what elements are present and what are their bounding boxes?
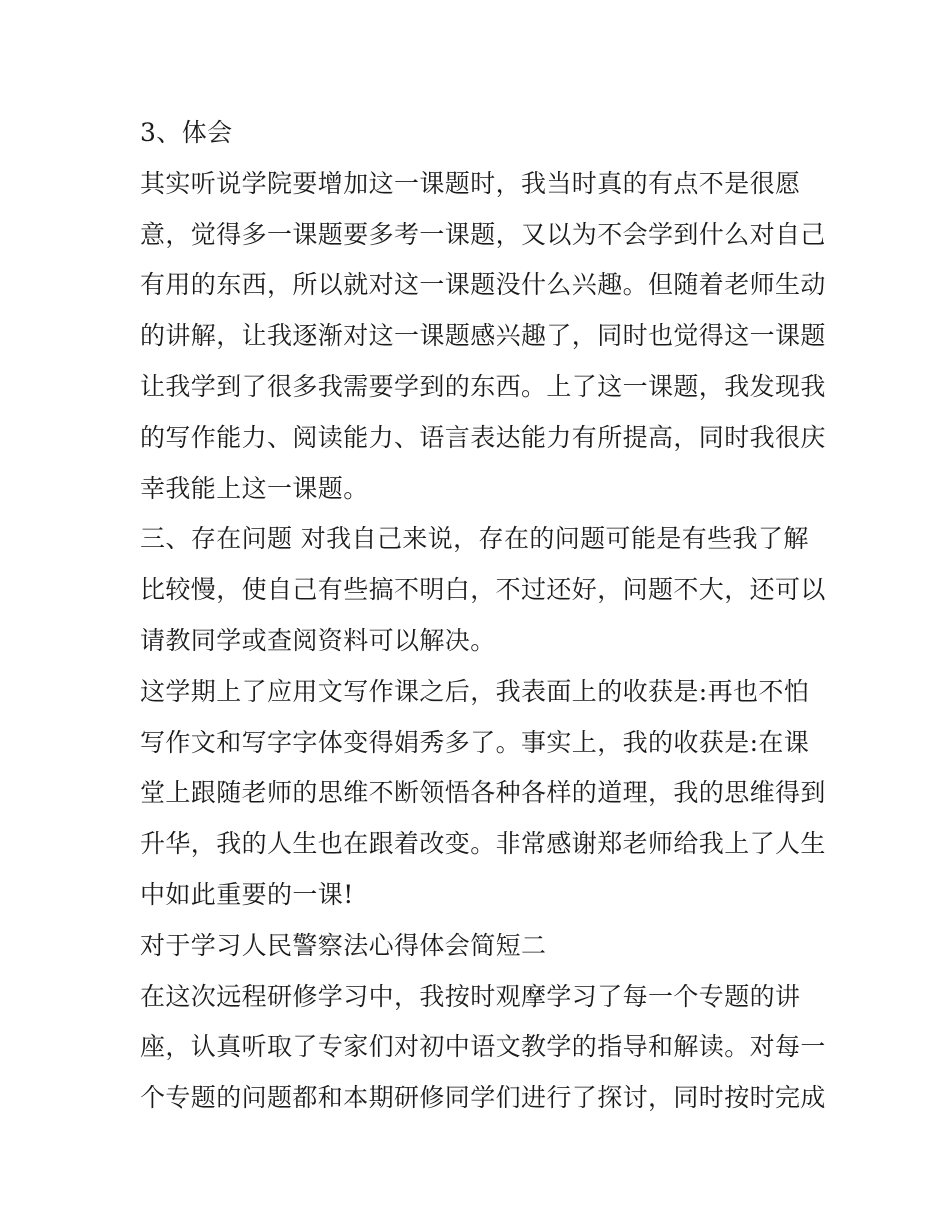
body-text-line: 幸我能上这一课题。 [140,473,369,503]
body-text-line: 升华，我的人生也在跟着改变。非常感谢郑老师给我上了人生 [140,829,826,859]
body-text-line: 座，认真听取了专家们对初中语文教学的指导和解读。对每一 [140,1032,826,1062]
body-text-line: 其实听说学院要增加这一课题时，我当时真的有点不是很愿 [140,168,801,198]
body-text-line: 让我学到了很多我需要学到的东西。上了这一课题，我发现我 [140,371,826,401]
article-title-two: 对于学习人民警察法心得体会简短二 [140,930,547,960]
body-text-line: 比较慢，使自己有些搞不明白，不过还好，问题不大，还可以 [140,575,826,605]
body-text-line: 意，觉得多一课题要多考一课题，又以为不会学到什么对自己 [140,219,826,249]
document-body [140,108,826,1124]
body-text-line: 的讲解，让我逐渐对这一课题感兴趣了，同时也觉得这一课题 [140,321,826,351]
body-text-line: 堂上跟随老师的思维不断领悟各种各样的道理，我的思维得到 [140,778,826,808]
body-text-line: 在这次远程研修学习中，我按时观摩学习了每一个专题的讲 [140,981,801,1011]
body-text-line: 请教同学或查阅资料可以解决。 [140,625,496,655]
body-text-line: 有用的东西，所以就对这一课题没什么兴趣。但随着老师生动 [140,270,826,300]
body-text-line: 中如此重要的一课! [140,879,354,909]
body-text-line: 个专题的问题都和本期研修同学们进行了探讨，同时按时完成 [140,1083,826,1113]
body-text-line: 这学期上了应用文写作课之后，我表面上的收获是:再也不怕 [140,676,810,706]
section-heading-problems: 三、存在问题 对我自己来说，存在的问题可能是有些我了解 [140,524,809,554]
body-text-line: 的写作能力、阅读能力、语言表达能力有所提高，同时我很庆 [140,422,826,452]
body-text-line: 写作文和写字字体变得娟秀多了。事实上，我的收获是:在课 [140,727,810,757]
section-heading-reflection: 3、体会 [140,118,233,147]
